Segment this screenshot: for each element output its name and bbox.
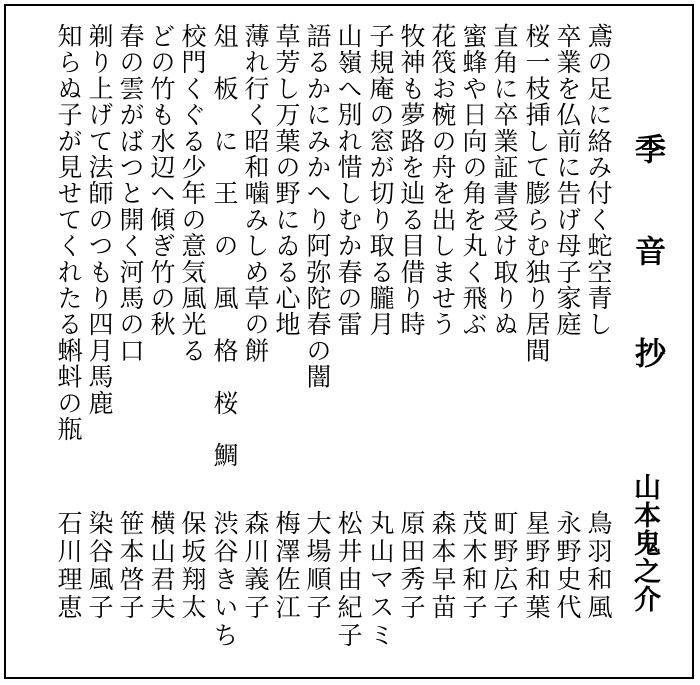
haiku-line: 桜一枝挿して膨らむ独り居間 xyxy=(522,23,551,364)
poet-name: 横山君夫 xyxy=(147,510,176,622)
haiku-line: 直角に卒業証書受け取りぬ xyxy=(490,23,519,338)
poet-name: 永野史代 xyxy=(553,510,582,622)
haiku-line: 牧神も夢路を辿る目借り時 xyxy=(397,23,426,338)
haiku-line: 子規庵の窓が切り取る朧月 xyxy=(366,23,395,338)
poet-name: 梅澤佐江 xyxy=(272,510,301,622)
haiku-line: 知らぬ子が見せてくれたる蝌蚪の瓶 xyxy=(54,23,83,443)
poet-name: 染谷風子 xyxy=(85,510,114,622)
poet-name: 森川義子 xyxy=(241,510,270,622)
poet-name: 松井由紀子 xyxy=(334,510,363,650)
haiku-line: 剃り上げて法師のつもり四月馬鹿 xyxy=(85,23,114,416)
haiku-line: 草芳し万葉の野にゐる心地 xyxy=(272,23,301,338)
haiku-line: 春の雲がばつと開く河馬の口 xyxy=(116,23,145,364)
poet-name: 大場順子 xyxy=(303,510,332,622)
poet-name: 渋谷きいち xyxy=(210,510,239,650)
poet-name: 鳥羽和風 xyxy=(584,510,613,622)
poet-name: 保坂翔太 xyxy=(178,510,207,622)
haiku-line: 卒業を仏前に告げ母子家庭 xyxy=(553,23,582,338)
poet-name: 原田秀子 xyxy=(397,510,426,622)
author-name: 山本鬼之介 xyxy=(629,473,660,613)
poet-name: 森本早苗 xyxy=(428,510,457,622)
poet-name: 丸山マスミ xyxy=(366,510,395,650)
poet-name: 茂木和子 xyxy=(459,510,488,622)
poet-name: 笹本啓子 xyxy=(116,510,145,622)
poet-name: 石川理恵 xyxy=(54,510,83,622)
poet-name: 星野和葉 xyxy=(522,510,551,622)
haiku-line: 山嶺へ別れ惜しむか春の雷 xyxy=(334,23,363,338)
haiku-line: 薄れ行く昭和噛みしめ草の餅 xyxy=(241,23,270,364)
haiku-line: 蜜蜂や日向の角を丸く飛ぶ xyxy=(459,23,488,338)
haiku-line: 鳶の足に絡み付く蛇空青し xyxy=(584,23,613,338)
poet-name: 町野広子 xyxy=(490,510,519,622)
haiku-line: どの竹も水辺へ傾ぎ竹の秋 xyxy=(147,23,176,338)
haiku-line: 花筏お椀の舟を出しませう xyxy=(428,23,457,338)
haiku-line: 語るかにみかへり阿弥陀春の闇 xyxy=(303,23,332,390)
haiku-line: 俎 板 に 王 の 風 格 桜 鯛 xyxy=(210,23,239,469)
column-title: 季 音 抄 xyxy=(629,133,665,388)
haiku-line: 校門くぐる少年の意気風光る xyxy=(178,23,207,364)
